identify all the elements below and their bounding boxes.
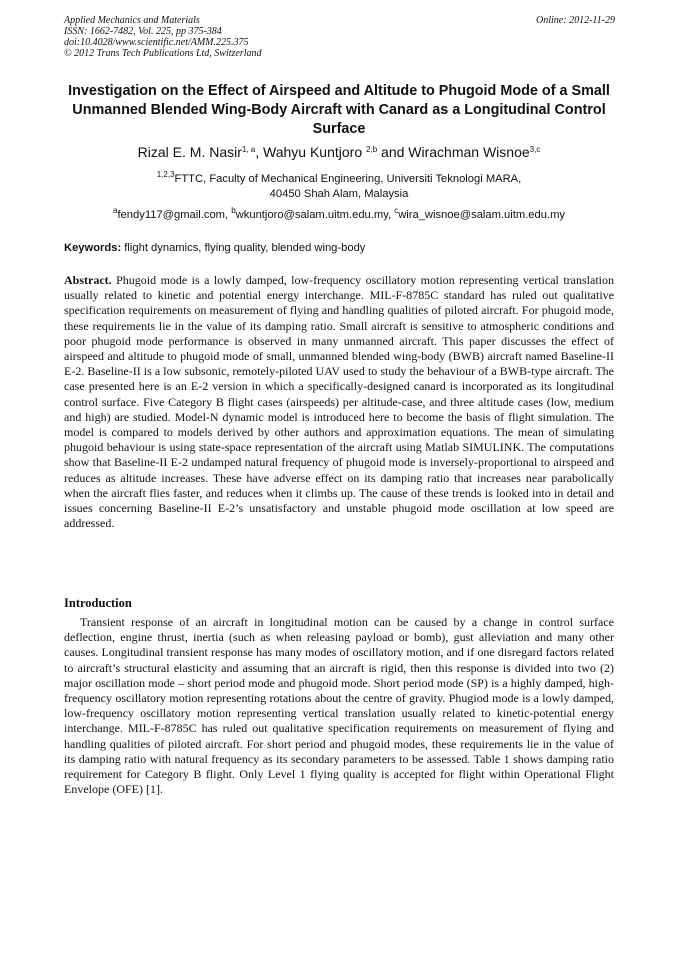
- email-address: wira_wisnoe@salam.uitm.edu.my: [398, 209, 565, 221]
- journal-copyright: © 2012 Trans Tech Publications Ltd, Switzerland: [64, 48, 262, 59]
- affiliation-mark: 1,2,3: [156, 170, 175, 179]
- affiliation: [60, 168, 618, 201]
- author-affiliation-mark: 3,c: [529, 145, 541, 154]
- abstract-text: Phugoid mode is a lowly damped, low-frequency oscillatory motion representing vertical translation usually related to kinetic and potential energy interchange. MIL-F-8785C standard has ruled out qualitative specification requirements on measurement of flying and handling qualities of piloted aircraft. For phugoid mode, these requirements lie in the value of its damping ratio. Small aircraft is sensitive to atmospheric conditions and poor phugoid mode performance is observed in many unmanned aircraft. This paper discusses the effect of airspeed and altitude to phugoid mode of small, unmanned blended wing-body (BWB) aircraft named Baseline-II E-2. Baseline-II is a low subsonic, remotely-piloted UAV used to study the behaviour of a BWB-type aircraft. The case presented here is an E-2 version in which a specifically-designed canard is incorporated as its longitudinal control surface. Five Category B flight cases (airspeeds) per altitude-case, and three altitude cases (low, medium and high) are studied. Model-N dynamic model is introduced here to become the basis of flight simulation. The model is compared to models derived by other authors and approximation equations. The mean of simulating phugoid behaviour is using state-space representation of the aircraft using Matlab SIMULINK. The computations show that Baseline-II E-2 undamped natural frequency of phugoid mode is inversely-proportional to airspeed and reduces as altitude increases. These have adverse effect on its damping ratio that increases near parabolically when the aircraft flies faster, and reduces when it climbs up. The cause of these trends is looked into in detail and issues concerning Baseline-II E-2’s unsatisfactory and unstable phugoid mode oscillation at low speed are addressed.: [64, 273, 614, 531]
- author-name: Rizal E. M. Nasir: [137, 144, 242, 160]
- email-mark: c: [394, 206, 399, 215]
- email-mark: a: [113, 206, 118, 215]
- journal-header: [64, 15, 262, 59]
- introduction-heading: Introduction: [64, 596, 132, 610]
- abstract: [64, 273, 614, 531]
- email-mark: b: [231, 206, 236, 215]
- keywords-label: Keywords:: [64, 242, 122, 254]
- journal-issn: ISSN: 1662-7482, Vol. 225, pp 375-384: [64, 26, 222, 37]
- abstract-label: Abstract.: [64, 273, 112, 287]
- author-name: Wirachman Wisnoe: [408, 144, 530, 160]
- journal-name: Applied Mechanics and Materials: [64, 15, 200, 26]
- email-address: wkuntjoro@salam.uitm.edu.my,: [235, 209, 395, 221]
- author-name: Wahyu Kuntjoro: [263, 144, 367, 160]
- author-affiliation-mark: 1, a: [241, 145, 256, 154]
- author-separator: ,: [255, 144, 264, 160]
- paper-title: Investigation on the Effect of Airspeed and Altitude to Phugoid Mode of a Small Unmanned Blended Wing-Body Aircraft with Canard as a Longitudinal Control Surface: [68, 83, 610, 137]
- online-date: Online: 2012-11-29: [536, 15, 615, 26]
- journal-doi: doi:10.4028/www.scientific.net/AMM.225.375: [64, 37, 249, 48]
- author-list: [60, 141, 618, 161]
- affiliation-line: FTTC, Faculty of Mechanical Engineering, Universiti Teknologi MARA,: [174, 173, 522, 185]
- introduction-paragraph: Transient response of an aircraft in longitudinal motion can be caused by a change in control surface deflection, engine thrust, inertia (such as when releasing payload or bomb), gust alleviation and many other causes. Longitudinal transient response has many modes of oscillatory motion, and if one disregard factors related to aircraft’s structural elasticity and assuming that an aircraft is rigid, then this response is divided into two (2) major oscillation mode – short period mode and phugoid mode. Short period mode (SP) is a highly damped, high-frequency oscillatory motion representing rotations about the centre of gravity. Phugiod mode is a lowly damped, low-frequency oscillatory motion representing vertical translation usually related to kinetic-potential energy interchange. MIL-F-8785C has ruled out qualitative specification requirements on measurement of flying and handling qualities of piloted aircraft. For short period and phugoid modes, these requirements lie in the value of its damping ratio with natural frequency as its secondary parameters to be assessed. Table 1 shows damping ratio requirement for Category B flight. Only Level 1 flying quality is accepted for flight within Operational Flight Envelope (OFE) [1].: [64, 615, 614, 797]
- email-address: fendy117@gmail.com,: [117, 209, 232, 221]
- affiliation-line: 40450 Shah Alam, Malaysia: [269, 187, 409, 200]
- keywords-text: flight dynamics, flying quality, blended wing-body: [121, 242, 366, 254]
- keywords: [64, 241, 365, 255]
- author-affiliation-mark: 2,b: [366, 145, 378, 154]
- author-separator: and: [377, 144, 409, 160]
- email-list: [60, 204, 618, 222]
